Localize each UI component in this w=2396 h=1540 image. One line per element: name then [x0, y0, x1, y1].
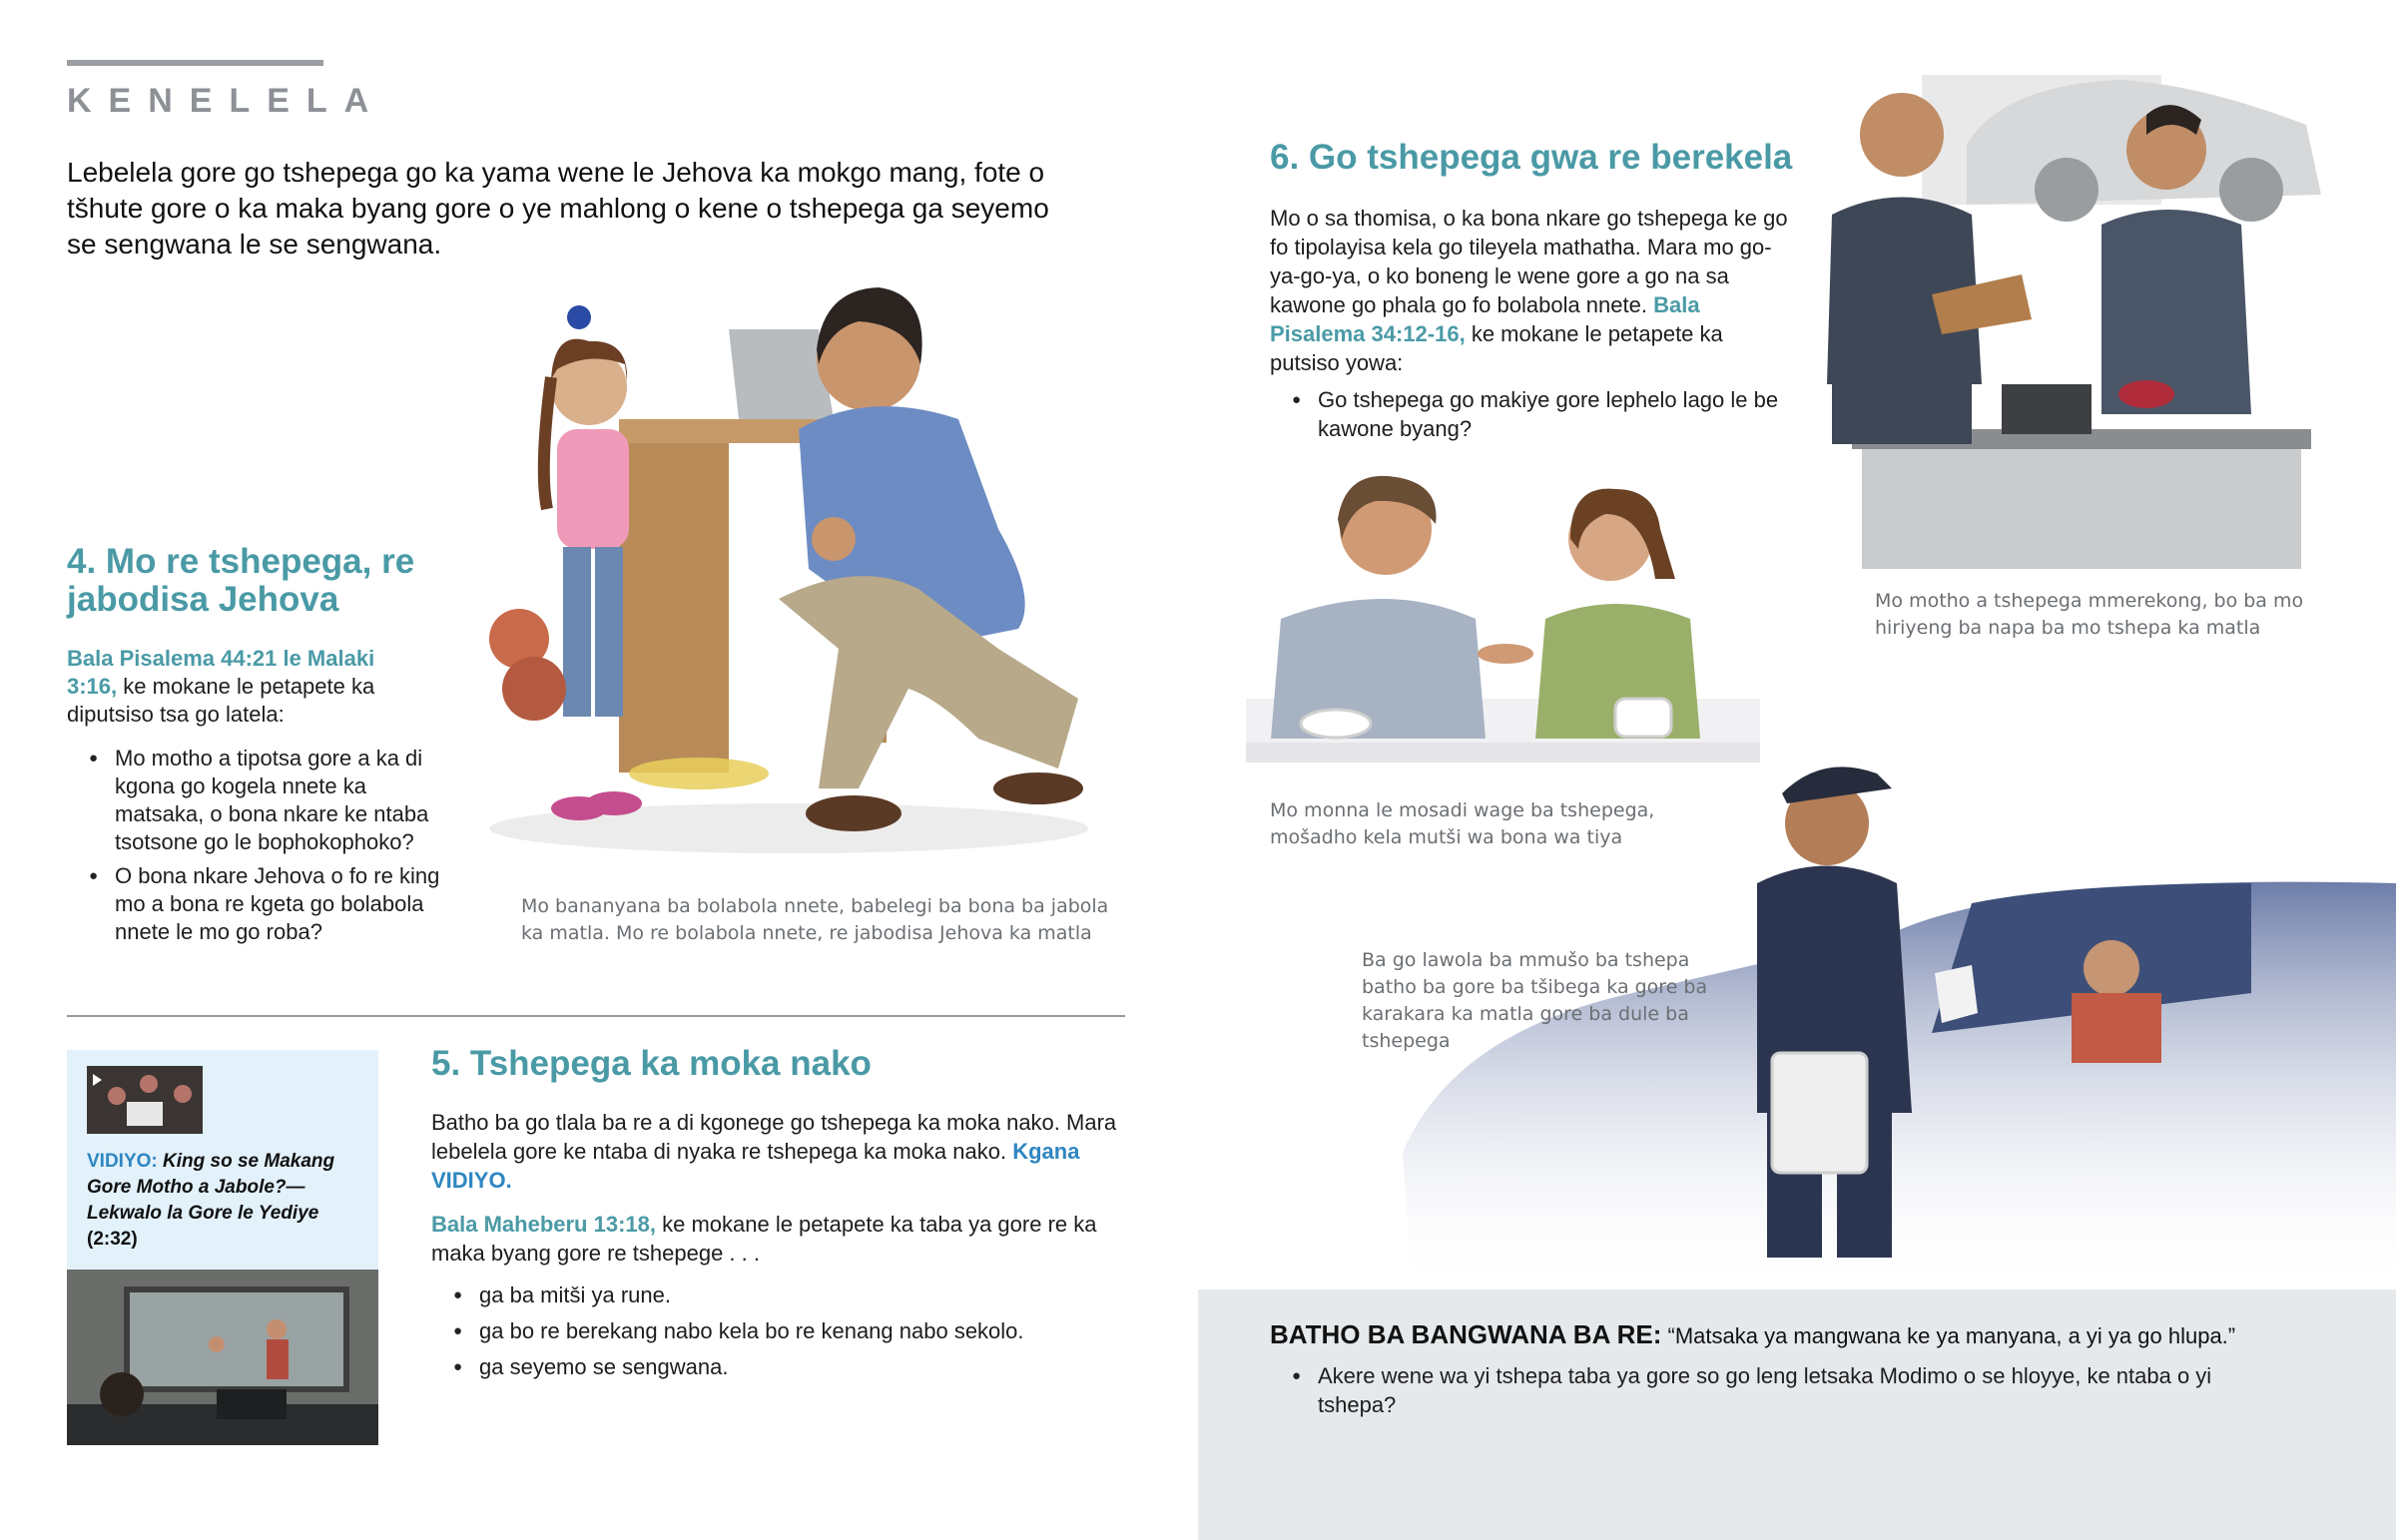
scripture-reference-link[interactable]: Bala Maheberu 13:18,: [431, 1212, 656, 1237]
question-item: ● Go tshepega go makiye gore lephelo lago le be kawone byang?: [1270, 385, 1789, 443]
section-6-instruction-text: ke mokane le petapete ka putsiso yowa:: [1270, 321, 1723, 375]
section-5-text: Batho ba go tlala ba re a di kgonege go tshepega ka moka nako. Mara lebelela gore ke ntaba di nyaka re tshepega ka moka nako.: [431, 1110, 1117, 1164]
video-label: VIDIYO:: [87, 1151, 158, 1172]
section-4-instruction-text: ke mokane le petapete ka diputsiso tsa go latela:: [67, 674, 375, 727]
couple-caption: Mo monna le mosadi wage ba tshepega, mošadho kela mutši wa bona wa tiya: [1270, 799, 1655, 848]
section-4-heading: 4. Mo re tshepega, re jabodisa Jehova: [67, 542, 415, 619]
section-5-heading: 5. Tshepega ka moka nako: [431, 1044, 872, 1083]
list-item: ● ga ba mitši ya rune.: [431, 1278, 1130, 1313]
section-6-heading: 6. Go tshepega gwa re berekela: [1270, 138, 1793, 177]
intro-paragraph: Lebelela gore go tshepega go ka yama wene le Jehova ka mokgo mang, fote o tšhute gore o ka maka byang gore o ye mahlong o kene o tshepega ga seyemo se sengwana le se sengwana.: [67, 157, 1049, 259]
section-6-paragraph: [1270, 204, 1789, 377]
couple-illustration: [1246, 469, 1765, 769]
section-6-questions: [1270, 385, 1789, 443]
section-5-list: [431, 1278, 1130, 1385]
police-caption: Ba go lawola ba mmušo ba tshepa batho ba gore ba tšibega ka gore ba karakara ka matla gore ba dule ba tshepega: [1362, 949, 1708, 1052]
header-rule: [67, 60, 323, 66]
section-4-caption: Mo bananyana ba bolabola nnete, babelegi ba bona ba jabola ka matla. Mo re bolabola nnete, re jabodisa Jehova ka matla: [521, 895, 1109, 944]
video-still-image[interactable]: [67, 1270, 378, 1445]
section-6-text: Mo o sa thomisa, o ka bona nkare go tshepega ke go fo tipolayisa kela go tileyela mathatha. Mara mo go-ya-go-ya, o ko boneng le wene gore a go na sa kawone go phala go fo bolabola nnete.: [1270, 206, 1788, 317]
section-4-instruction: [67, 645, 421, 729]
video-duration: (2:32): [87, 1229, 138, 1250]
video-description[interactable]: [87, 1149, 366, 1253]
section-divider: [67, 1015, 1125, 1017]
mechanic-caption: Mo motho a tshepega mmerekong, bo ba mo hiriyeng ba napa ba mo tshepa ka matla: [1875, 590, 2304, 639]
section-5-paragraph: [431, 1108, 1120, 1195]
bottom-statement: [1270, 1317, 2348, 1353]
video-title: King so se Makang Gore Motho a Jabole?—Lekwalo la Gore le Yediye: [87, 1151, 335, 1224]
mechanic-illustration: [1802, 75, 2346, 574]
scripture-reference-link[interactable]: Bala Pisalema 44:21 le Malaki 3:16,: [67, 646, 375, 699]
question-item: ● Mo motho a tipotsa gore a ka di kgona go kogela nnete ka matsaka, o bona nkare ke ntaba tsotsone go le bophokophoko?: [67, 745, 446, 856]
father-daughter-illustration: [439, 269, 1138, 868]
bottom-label: BATHO BA BANGWANA BA RE:: [1270, 1319, 1662, 1349]
list-item: ● ga seyemo se sengwana.: [431, 1349, 1130, 1385]
section-5-instruction-text: ke mokane le petapete ka taba ya gore re ka maka byang gore re tshepege . . .: [431, 1212, 1097, 1266]
section-label: KENELELA: [67, 82, 386, 120]
bottom-questions: [1270, 1361, 2268, 1419]
bottom-quote: “Matsaka ya mangwana ke ya manyana, a yi ya go hlupa.”: [1661, 1323, 2236, 1348]
video-link[interactable]: Kgana VIDIYO.: [431, 1139, 1080, 1193]
question-item: ● Akere wene wa yi tshepa taba ya gore so go leng letsaka Modimo o se hloyye, ke ntaba o yi tshepa?: [1270, 1361, 2268, 1419]
video-thumbnail-art: [87, 1066, 203, 1134]
list-item: ● ga bo re berekang nabo kela bo re kenang nabo sekolo.: [431, 1313, 1130, 1349]
section-5-instruction: [431, 1210, 1120, 1268]
video-thumbnail[interactable]: [87, 1066, 203, 1134]
scripture-reference-link[interactable]: Bala Pisalema 34:12-16,: [1270, 292, 1700, 346]
question-item: ● O bona nkare Jehova o fo re king mo a bona re kgeta go bolabola nnete le mo go roba?: [67, 862, 446, 946]
office-scene-art: [67, 1270, 378, 1445]
section-4-questions: [67, 745, 446, 952]
